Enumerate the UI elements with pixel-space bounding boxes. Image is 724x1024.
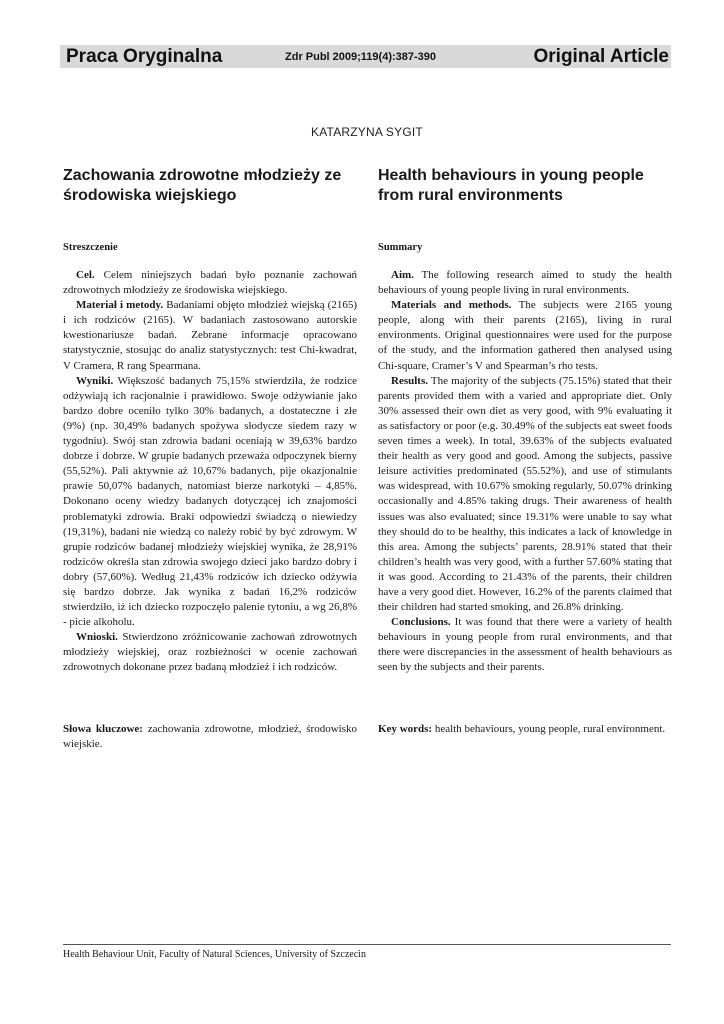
author-name: KATARZYNA SYGIT (311, 125, 423, 139)
paragraph-label: Results. (391, 374, 428, 387)
paragraph-text: Większość badanych 75,15% stwierdziła, że rodzice odżywiają ich racjonalnie i prawidłowo. Swoje odżywianie jako bardzo dobre oceniło tylko 30% badanych, a dostateczne i złe (9%) (np. 30,49% badanych spożywa słodycze siedem razy w tygodniu). Swój stan zdrowia badani oceniają w 39,63% bardzo dobrze i dobrze. W grupie badanych przeważa odpoczynek bierny (55,52%). Pali aktywnie aż 10,67% badanych, pije okazjonalnie prawie 50,07% badanych, natomiast bierze narkotyki – 4,85%. Dokonano oceny wiedzy badanych dotyczącej ich znajomości problematyki zdrowia. Braki odpowiedzi świadczą o niewiedzy (19,31%), badani nie wiedzą co należy robić by być zdrowym. W grupie rodziców badanej młodzieży wiejskiej wynika, że 28,91% rodziców określa stan zdrowia swojego dzieci jako bardzo dobry i dobry (57,60%). Według 21,43% rodziców ich dziecko odżywia się bardzo dobrze. Jak wynika z badań 16,2% rodziców stwierdziło, iż ich dziecko rozpoczęło palenie tytoniu, a wg 26,8% - picie alkoholu. (63, 374, 357, 629)
keywords-polish (63, 722, 357, 752)
paragraph-label: Materials and methods. (391, 299, 512, 312)
header-citation: Zdr Publ 2009;119(4):387-390 (285, 51, 437, 63)
paragraph-text: The following research aimed to study the health behaviours of young people living in rural environments. (378, 269, 672, 297)
keywords-text: health behaviours, young people, rural environment. (432, 723, 666, 735)
abstract-heading-pl: Streszczenie (63, 242, 118, 253)
abstract-heading-en: Summary (378, 242, 423, 253)
keywords-label: Słowa kluczowe: (63, 723, 143, 735)
header-article-type-pl: Praca Oryginalna (66, 45, 223, 67)
paragraph-label: Conclusions. (391, 616, 451, 629)
paragraph-label: Materiał i metody. (76, 299, 164, 312)
abstract-paragraph (378, 298, 672, 373)
paragraph-text: The majority of the subjects (75.15%) stated that their parents provided them with a varied and appropriate diet. Only 30% assessed their own diet as very good, with 9% evaluating it as satisfactory or poor (e.g. 30.49% of the subjects eat sweet foods seven times a week). In total, 39.63% of the subjects evaluated their health as very good and good. Among the subjects, passive leisure activities predominated (55.52%), and use of stimulants was widespread, with 10.67% smoking regularly, 50.07% drinking occasionally and 4.85% taking drugs. Their awareness of health issues was also evaluated; since 19.31% were unable to say what they should do to be healthy, this indicates a lack of knowledge in this area. Among the subjects’ parents, 28.91% stated that their children’s health was very good, with a further 57.60% stating that it was good. According to 21.43% of the parents, their children have a very good diet. However, 16.2% of the parents claimed that their children had started smoking, and 26.8% drinking. (378, 374, 672, 614)
paragraph-text: It was found that there were a variety of health behaviours in young people from rural environments, and that there were discrepancies in the assessment of health behaviours as seen by the subjects and their parents. (378, 616, 672, 674)
abstract-english (378, 268, 672, 676)
paragraph-label: Wyniki. (76, 374, 114, 387)
paragraph-label: Cel. (76, 269, 95, 281)
abstract-paragraph (63, 630, 357, 675)
journal-header (60, 45, 671, 68)
abstract-paragraph (63, 298, 357, 373)
abstract-paragraph (63, 268, 357, 298)
abstract-paragraph (378, 268, 672, 298)
paragraph-text: Stwierdzono zróżnicowanie zachowań zdrowotnych młodzieży wiejskiej, oraz rozbieżności w ocenie zachowań zdrowotnych dokonane przez badaną młodzież i ich rodziców. (63, 631, 357, 674)
paragraph-label: Wnioski. (76, 631, 118, 644)
paragraph-text: The subjects were 2165 young people, along with their parents (2165), living in rural environments. Original questionnaires were used for the purpose of the study, and the information gathered then analysed using Chi-square, Cramer’s V and Spearman’s rho tests. (378, 299, 672, 372)
title-english: Health behaviours in young people from rural environments (378, 167, 644, 204)
paragraph-text: Badaniami objęto młodzież wiejską (2165) i ich rodziców (2165). W badaniach zastosowano autorskie kwestionariusze badań. Zebrane informacje opracowano statystycznie, stosując do analiz statystycznych: test Chi-kwadrat, V Cramera, R rang Spearmana. (63, 299, 357, 372)
footer-divider (63, 944, 671, 945)
header-article-type-en: Original Article (533, 45, 669, 67)
keywords-label: Key words: (378, 723, 433, 735)
affiliation-footnote: Health Behaviour Unit, Faculty of Natural Sciences, University of Szczecin (63, 949, 366, 960)
title-polish: Zachowania zdrowotne młodzieży ze środowiska wiejskiego (63, 167, 342, 204)
keywords-text: zachowania zdrowotne, młodzież, środowisko wiejskie. (63, 723, 357, 751)
paragraph-text: Celem niniejszych badań było poznanie zachowań zdrowotnych młodzieży ze środowiska wiejskiego. (63, 269, 357, 297)
abstract-paragraph (63, 374, 357, 631)
keywords-english (378, 722, 672, 737)
abstract-polish (63, 268, 357, 676)
paragraph-label: Aim. (391, 269, 414, 281)
abstract-paragraph (378, 374, 672, 616)
abstract-paragraph (378, 615, 672, 675)
